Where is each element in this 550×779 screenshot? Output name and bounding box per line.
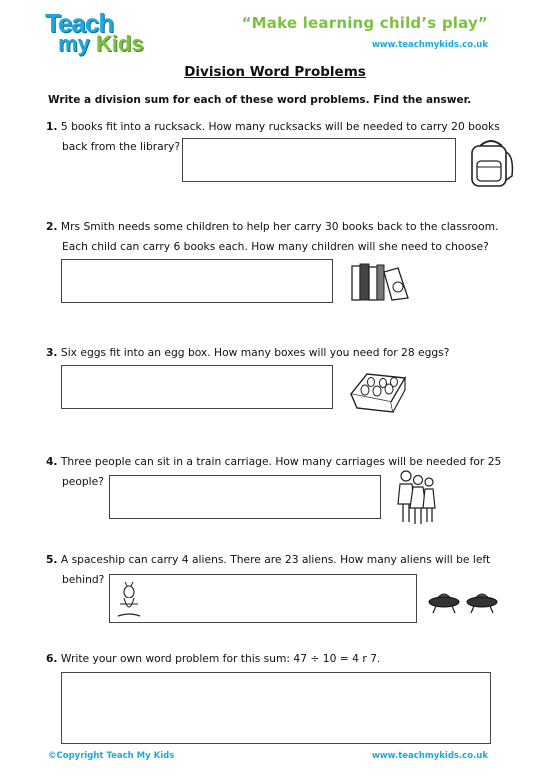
people-icon [396, 468, 436, 528]
books-icon [350, 262, 410, 302]
question-number: 3. [46, 346, 58, 359]
page-title: Division Word Problems [184, 64, 366, 80]
question-4-line-2: people? [62, 475, 104, 488]
question-number: 2. [46, 220, 58, 233]
question-number: 5. [46, 553, 58, 566]
instructions: Write a division sum for each of these word problems. Find the answer. [48, 94, 472, 106]
logo-teach: Teach [45, 8, 114, 38]
footer-website: www.teachmykids.co.uk [371, 751, 488, 761]
answer-box-1[interactable] [182, 138, 456, 182]
answer-box-4[interactable] [109, 475, 381, 519]
question-5-line-2: behind? [62, 573, 105, 586]
question-1-line-2: back from the library? [62, 140, 181, 153]
question-6 [46, 648, 380, 669]
spaceships-icon [428, 586, 500, 616]
question-1 [46, 116, 500, 137]
question-text-line: 5 books fit into a rucksack. How many rucksacks will be needed to carry 20 books [60, 120, 500, 133]
question-text-line: Mrs Smith needs some children to help her carry 30 books back to the classroom. [60, 220, 499, 233]
answer-box-6[interactable] [61, 672, 491, 744]
question-number: 6. [46, 652, 58, 665]
question-2-line-2: Each child can carry 6 books each. How many children will she need to choose? [62, 240, 489, 253]
footer-copyright: ©Copyright Teach My Kids [48, 751, 175, 761]
question-text-line: Write your own word problem for this sum: 47 ÷ 10 = 4 r 7. [60, 652, 381, 665]
answer-box-5[interactable] [109, 574, 417, 623]
question-text-line: A spaceship can carry 4 aliens. There are 23 aliens. How many aliens will be left [60, 553, 491, 566]
logo-my-kids [58, 33, 144, 55]
answer-box-2[interactable] [61, 259, 333, 303]
backpack-icon [466, 136, 516, 188]
alien-icon [116, 582, 142, 620]
question-number: 1. [46, 120, 58, 133]
question-2 [46, 216, 498, 237]
question-3 [46, 342, 449, 363]
question-5 [46, 549, 490, 570]
logo-my: my [58, 31, 90, 56]
egg-box-icon [347, 364, 409, 416]
question-text-line: Six eggs fit into an egg box. How many boxes will you need for 28 eggs? [60, 346, 450, 359]
question-number: 4. [46, 455, 58, 468]
logo-kids: Kids [95, 31, 144, 56]
question-text-line: Three people can sit in a train carriage. How many carriages will be needed for 25 [60, 455, 502, 468]
answer-box-3[interactable] [61, 365, 333, 409]
tagline: “Make learning child’s play” [241, 14, 488, 32]
header-website: www.teachmykids.co.uk [371, 40, 488, 50]
